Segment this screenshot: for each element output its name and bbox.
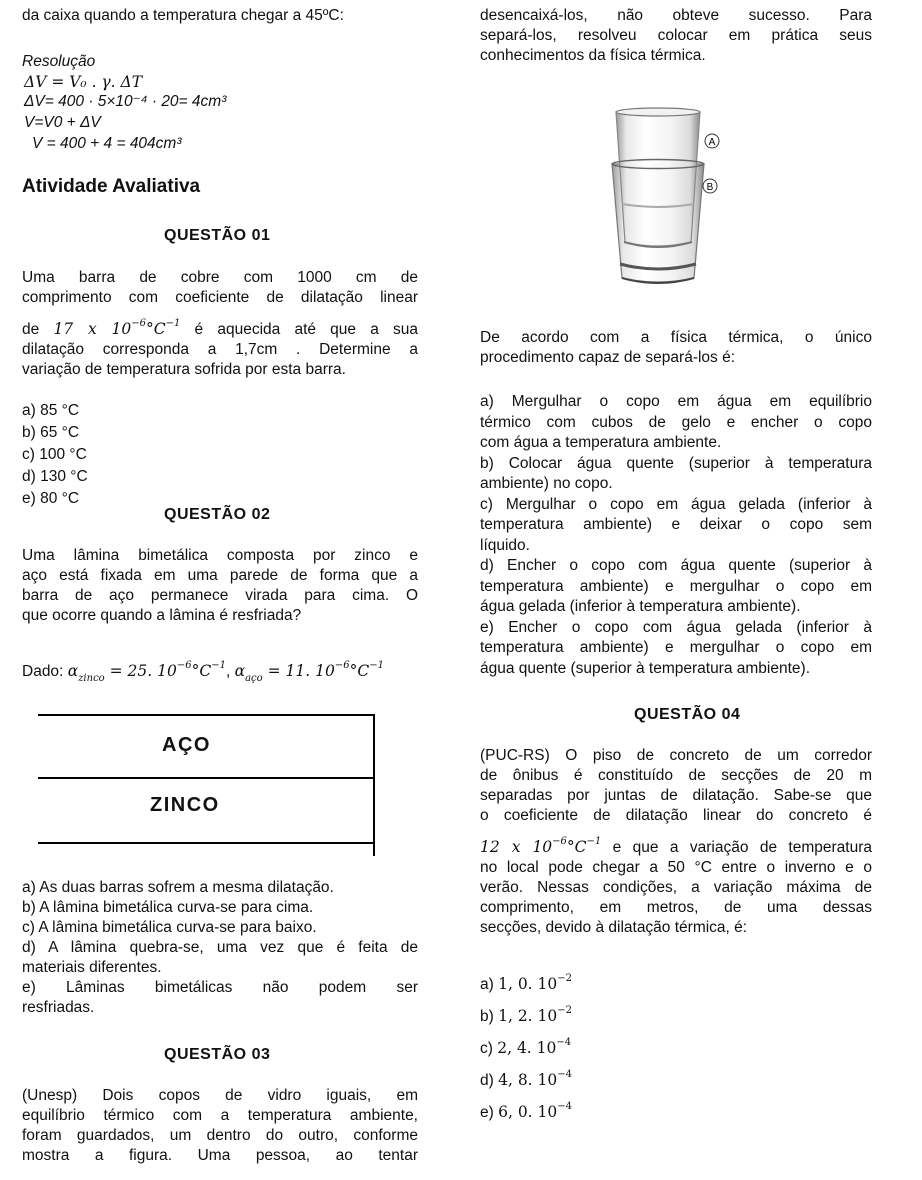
q4-line-coef	[480, 832, 872, 858]
q4-statement	[480, 746, 872, 938]
q1-coefficient: 17 x $10^{-6}^\circ C^{-1}$	[53, 318, 181, 338]
q1-option-a[interactable]: a) 85 °C	[22, 402, 80, 419]
q1-line3-post: é aquecida até que a sua	[194, 321, 419, 338]
q4-option-c[interactable]: c) 2, 4. $10^{-4}$	[480, 1037, 572, 1057]
q4-line: comprimento, em metros, de uma dessas	[480, 899, 872, 916]
q2-statement	[22, 546, 418, 626]
q2-options	[22, 878, 418, 1018]
q1-option-d[interactable]: d) 130 °C	[22, 468, 88, 485]
q2-line: que ocorre quando a lâmina é resfriada?	[22, 607, 302, 624]
q4-line: o coeficiente de dilatação linear do concreto é	[480, 807, 872, 824]
q3-title: QUESTÃO 03	[164, 1046, 271, 1063]
q4-option-e[interactable]: e) 6, 0. $10^{-4}$	[480, 1101, 573, 1121]
q3-option-d-cont[interactable]: água gelada (inferior à temperatura ambiente).	[480, 598, 801, 615]
q4-line5-post: e que a variação de temperatura	[612, 839, 873, 856]
label-a-text: A	[708, 137, 716, 148]
q4-line: secções, devido à dilatação térmica, é:	[480, 919, 748, 936]
q3-options	[480, 392, 872, 679]
resolucao-label: Resolução	[22, 53, 96, 70]
q1-options	[22, 400, 88, 510]
q3-option-c-cont[interactable]: líquido.	[480, 536, 530, 554]
q4-option-d[interactable]: d) 4, 8. $10^{-4}$	[480, 1069, 573, 1089]
diagram-wall	[373, 714, 375, 856]
q2-dado-label: Dado:	[22, 663, 64, 680]
q3-line: foram guardados, um dentro do outro, conforme	[22, 1127, 418, 1144]
q3-cont-line: desencaixá-los, não obteve sucesso. Para	[480, 7, 872, 24]
q3-option-b-cont[interactable]: ambiente) no copo.	[480, 475, 613, 492]
formula-v-sum: V=V0 + ΔV	[24, 114, 101, 131]
q1-statement	[22, 268, 418, 380]
q1-option-c[interactable]: c) 100 °C	[22, 446, 87, 463]
q2-dado: Dado: $\alpha_{zinco} = 25$. $10^{-6}^\circ C^{-1}$, $\alpha_{aço} = 11$. $10^{-6}^\circ C^{-1}$	[22, 660, 384, 684]
q3-statement	[22, 1086, 418, 1166]
q3-option-a-cont[interactable]: térmico com cubos de gelo e encher o copo	[480, 413, 872, 431]
formula-delta-v: ΔV = V₀ . γ. ΔT	[24, 73, 143, 91]
q3-option-a[interactable]: a) Mergulhar o copo em água em equilíbrio	[480, 393, 872, 410]
intro-line: da caixa quando a temperatura chegar a 45ºC:	[22, 7, 344, 24]
q3-option-c[interactable]: c) Mergulhar o copo em água gelada (inferior à	[480, 495, 872, 513]
q2-alpha-aco: $\alpha_{aço} = 11$. $10^{-6}^\circ C^{-1}$	[234, 660, 384, 684]
q4-line: (PUC-RS) O piso de concreto de um corredor	[480, 747, 872, 764]
q4-line: verão. Nessas condições, a variação máxima de	[480, 879, 872, 896]
formula-calc: ΔV= 400 · 5×10⁻⁴ · 20= 4cm³	[24, 93, 227, 110]
q3-cont-line: conhecimentos da física térmica.	[480, 47, 706, 64]
q3-option-d[interactable]: d) Encher o copo com água quente (superior à	[480, 557, 872, 574]
q2-option-e-cont[interactable]: resfriadas.	[22, 999, 95, 1016]
q3-option-e-cont[interactable]: temperatura ambiente) e mergulhar o copo em	[480, 639, 872, 656]
q1-option-b[interactable]: b) 65 °C	[22, 424, 80, 441]
q2-option-d-cont[interactable]: materiais diferentes.	[22, 959, 162, 976]
nested-glasses-figure	[590, 92, 730, 292]
bimetallic-strip-diagram	[38, 714, 376, 856]
diagram-bottom-border	[38, 842, 374, 844]
label-b-text: B	[706, 182, 714, 193]
q3-line: mostra a figura. Uma pessoa, ao tentar	[22, 1147, 418, 1164]
q3-line: (Unesp) Dois copos de vidro iguais, em	[22, 1087, 418, 1104]
q2-option-b[interactable]: b) A lâmina bimetálica curva-se para cima.	[22, 899, 314, 916]
q3-option-c-cont[interactable]: temperatura ambiente) e deixar o copo sem	[480, 516, 872, 533]
q2-alpha-zinco: $\alpha_{zinco} = 25$. $10^{-6}^\circ C^{-1}$	[67, 660, 226, 684]
q1-line: comprimento com coeficiente de dilatação linear	[22, 289, 418, 306]
q2-option-d[interactable]: d) A lâmina quebra-se, uma vez que é feita de	[22, 939, 418, 956]
q3-option-e-cont[interactable]: água quente (superior à temperatura ambiente).	[480, 659, 811, 677]
glass-a-outline	[616, 112, 700, 246]
q4-line: de ônibus é constituído de secções de 20 m	[480, 767, 872, 784]
diagram-divider	[38, 777, 374, 779]
q3-continuation	[480, 6, 872, 66]
steel-layer-label: AÇO	[162, 734, 211, 756]
q4-coefficient: 12 x $10^{-6}^\circ C^{-1}$	[480, 836, 602, 856]
q4-line: separadas por juntas de dilatação. Sabe-se que	[480, 787, 872, 804]
q3-cont-line: separá-los, resolveu colocar em prática seus	[480, 27, 872, 44]
q3-question-line: procedimento capaz de separá-los é:	[480, 349, 736, 366]
q1-line: Uma barra de cobre com 1000 cm de	[22, 269, 418, 286]
q3-question	[480, 328, 872, 368]
q2-option-e[interactable]: e) Lâminas bimetálicas não podem ser	[22, 979, 418, 996]
q4-option-b[interactable]: b) 1, 2. $10^{-2}$	[480, 1005, 573, 1025]
q3-option-e[interactable]: e) Encher o copo com água gelada (inferior à	[480, 618, 872, 636]
diagram-top-border	[38, 714, 374, 716]
q4-line: no local pode chegar a 50 °C entre o inverno e o	[480, 859, 872, 876]
formula-v-result: V = 400 + 4 = 404cm³	[32, 135, 182, 152]
q2-option-c[interactable]: c) A lâmina bimetálica curva-se para baixo.	[22, 919, 317, 936]
q4-options	[480, 966, 572, 1126]
q1-line3-pre: de	[22, 321, 40, 338]
q2-line: aço está fixada em uma parede de forma que a	[22, 567, 418, 584]
q2-option-a[interactable]: a) As duas barras sofrem a mesma dilatação.	[22, 879, 334, 896]
q1-line-coef	[22, 314, 418, 340]
q1-line: dilatação corresponda a 1,7cm . Determine a	[22, 341, 418, 358]
q1-option-e[interactable]: e) 80 °C	[22, 490, 80, 507]
q2-line: Uma lâmina bimetálica composta por zinco e	[22, 547, 418, 564]
q3-option-d-cont[interactable]: temperatura ambiente) e mergulhar o copo em	[480, 577, 872, 595]
q3-option-a-cont[interactable]: com água a temperatura ambiente.	[480, 434, 722, 451]
zinc-layer-label: ZINCO	[150, 794, 220, 816]
q4-title: QUESTÃO 04	[634, 706, 741, 723]
q1-title: QUESTÃO 01	[164, 227, 271, 244]
q2-title: QUESTÃO 02	[164, 506, 271, 523]
q2-line: barra de aço permanece virada para cima. O	[22, 587, 418, 604]
q4-option-a[interactable]: a) 1, 0. $10^{-2}$	[480, 973, 573, 993]
q3-question-line: De acordo com a física térmica, o único	[480, 329, 872, 346]
q1-line: variação de temperatura sofrida por esta barra.	[22, 361, 346, 378]
atividade-title: Atividade Avaliativa	[22, 176, 201, 197]
q3-line: equilíbrio térmico com a temperatura ambiente,	[22, 1107, 418, 1124]
q3-option-b[interactable]: b) Colocar água quente (superior à temperatura	[480, 454, 872, 472]
